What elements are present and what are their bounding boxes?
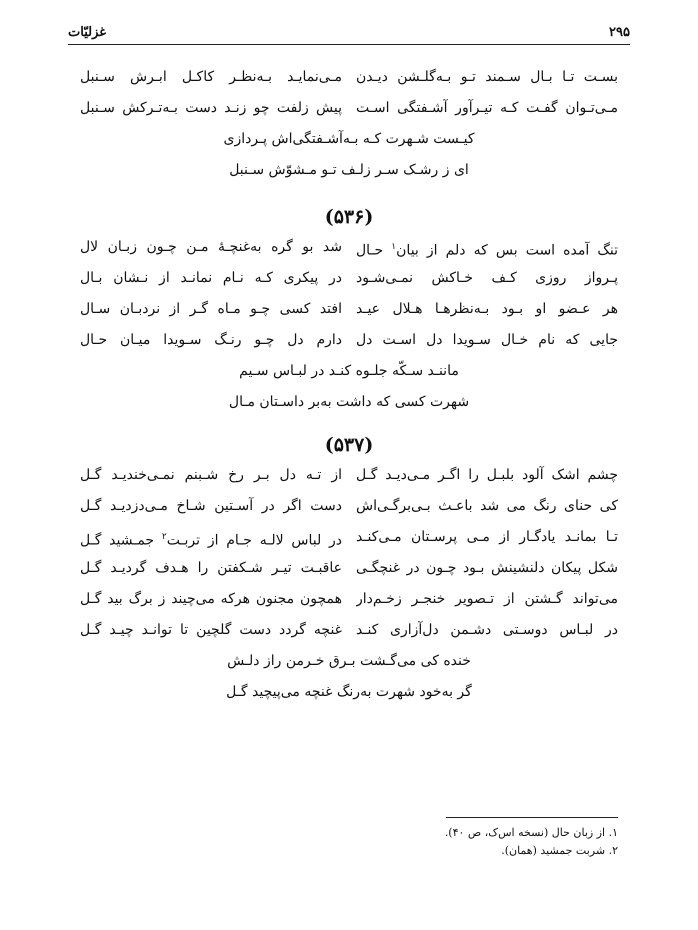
final-hemistich: شهرت کسی که داشت به‌بر داسـتان مـال — [228, 394, 470, 410]
couplet — [80, 553, 618, 584]
footnote-divider — [446, 817, 618, 818]
hemistich-first: در لبـاس دوسـتی دشـمن دل‌آزاری کنـد — [356, 622, 618, 638]
hemistich-text: تنگ آمده است بس که دلم از بیان — [396, 242, 618, 259]
hemistich-second: غنچه گردد دست گلچین تا توانـد چیـد گـل — [80, 622, 342, 638]
final-hemistich: ای ز رشـک سـر زلـف تـو مـشوّش سـنبل — [229, 162, 469, 178]
hemistich-first: تـا بمانـد یادگـار از مـی پرسـتان مـی‌کنـد — [356, 529, 618, 545]
couplet — [80, 491, 618, 522]
couplet — [80, 584, 618, 615]
hemistich-second: در پیکری کـه نـام نمانـد از نـشان بـال — [80, 270, 342, 286]
hemistich-second: مـی‌نمایـد بـه‌نظـر کاکـل ابـرش سـنبل — [80, 69, 342, 85]
couplet — [80, 325, 618, 356]
hemistich-second: از تـه دل بـر رخ شـبنم نمـی‌خندیـد گـل — [80, 467, 342, 483]
running-title: غزلیّات — [68, 25, 107, 40]
couplet — [80, 263, 618, 294]
final-hemistich: ماننـد سـکّه جلـوه کنـد در لبـاس سـیم — [239, 363, 459, 379]
couplet — [80, 232, 618, 263]
hemistich-first: می‌تواند گـشتن از تـصویر خنجـر زخـم‌دار — [356, 591, 618, 607]
hemistich-first: کی حنای رنگ می شد باعـث بـی‌برگـی‌اش — [356, 498, 618, 514]
hemistich-second: افتد کسی چـو مـاه گـر از نردبـان سـال — [80, 301, 342, 317]
footnote-marker: ۲ — [161, 532, 167, 542]
final-hemistich: گر به‌خود شهرت به‌رنگ غنچه می‌پیچید گـل — [226, 684, 472, 700]
final-hemistich: خنده کی می‌گـشت بـرق خـرمن راز دلـش — [227, 653, 471, 669]
page-header — [68, 16, 630, 45]
hemistich-second: پیش زلفت چو زنـد دست بـه‌تـرکش سـنبل — [80, 100, 342, 116]
hemistich-second: دست اگر در آسـتین شـاخ مـی‌دزدیـد گـل — [80, 498, 342, 514]
couplet — [80, 460, 618, 491]
hemistich-first: جایی که نام خـال سـویدا دل اسـت دل — [356, 332, 618, 348]
footnotes — [80, 824, 618, 860]
couplet — [80, 93, 618, 124]
hemistich-text: در لباس لالـه جـام از تربـت — [166, 532, 342, 549]
hemistich-second: دارم دل چـو رنـگ سـویدا میـان حـال — [80, 332, 342, 348]
footnote-marker: ۱ — [391, 242, 397, 252]
poem-number: (۵۳۷) — [324, 434, 374, 456]
poem-536 — [80, 202, 618, 418]
couplet — [80, 62, 618, 93]
poem-number: (۵۳۶) — [324, 206, 374, 228]
hemistich-text-tail: حـال — [356, 242, 392, 259]
couplet — [80, 294, 618, 325]
final-hemistich: کیـست شـهرت کـه بـه‌آشـفتگی‌اش پـردازی — [223, 131, 475, 147]
couplet — [80, 522, 618, 553]
hemistich-second: عاقبـت تیـر شـکفتن را هـدف گردیـد گـل — [80, 560, 342, 576]
hemistich-first: پـرواز روزی کـف خـاکش نمـی‌شـود — [356, 270, 618, 286]
poem-previous — [80, 62, 618, 186]
hemistich-first — [356, 232, 618, 263]
poem-537 — [80, 430, 618, 708]
hemistich-first: شکل پیکان دلنشینش بـود چـون در غنچگـی — [356, 560, 618, 576]
hemistich-first: بسـت تـا بـال سـمند تـو بـه‌گلـشن دیـدن — [356, 69, 618, 85]
hemistich-second: شد بو گره به‌غنچـهٔ مـن چـون زبـان لال — [80, 239, 342, 255]
footnote: ۲. شربت جمشید (همان). — [501, 844, 618, 857]
hemistich-first: هر عـضو او بـود بـه‌نظرهـا هـلال عیـد — [356, 301, 618, 317]
hemistich-first: مـی‌تـوان گفـت کـه تیـرآور آشـفتگی اسـت — [356, 100, 618, 116]
hemistich-text-tail: جمـشید گـل — [80, 532, 162, 549]
hemistich-second — [80, 522, 342, 553]
hemistich-second: همچون مجنون هرکه می‌چیند ز برگ بید گـل — [80, 591, 342, 607]
hemistich-first: چشم اشک آلود بلبـل را اگـر مـی‌دیـد گـل — [356, 467, 618, 483]
footnote: ۱. از زبان حال (نسخه اس‌ک، ص ۴۰). — [444, 826, 618, 839]
page-number: ۲۹۵ — [609, 25, 630, 40]
couplet — [80, 615, 618, 646]
